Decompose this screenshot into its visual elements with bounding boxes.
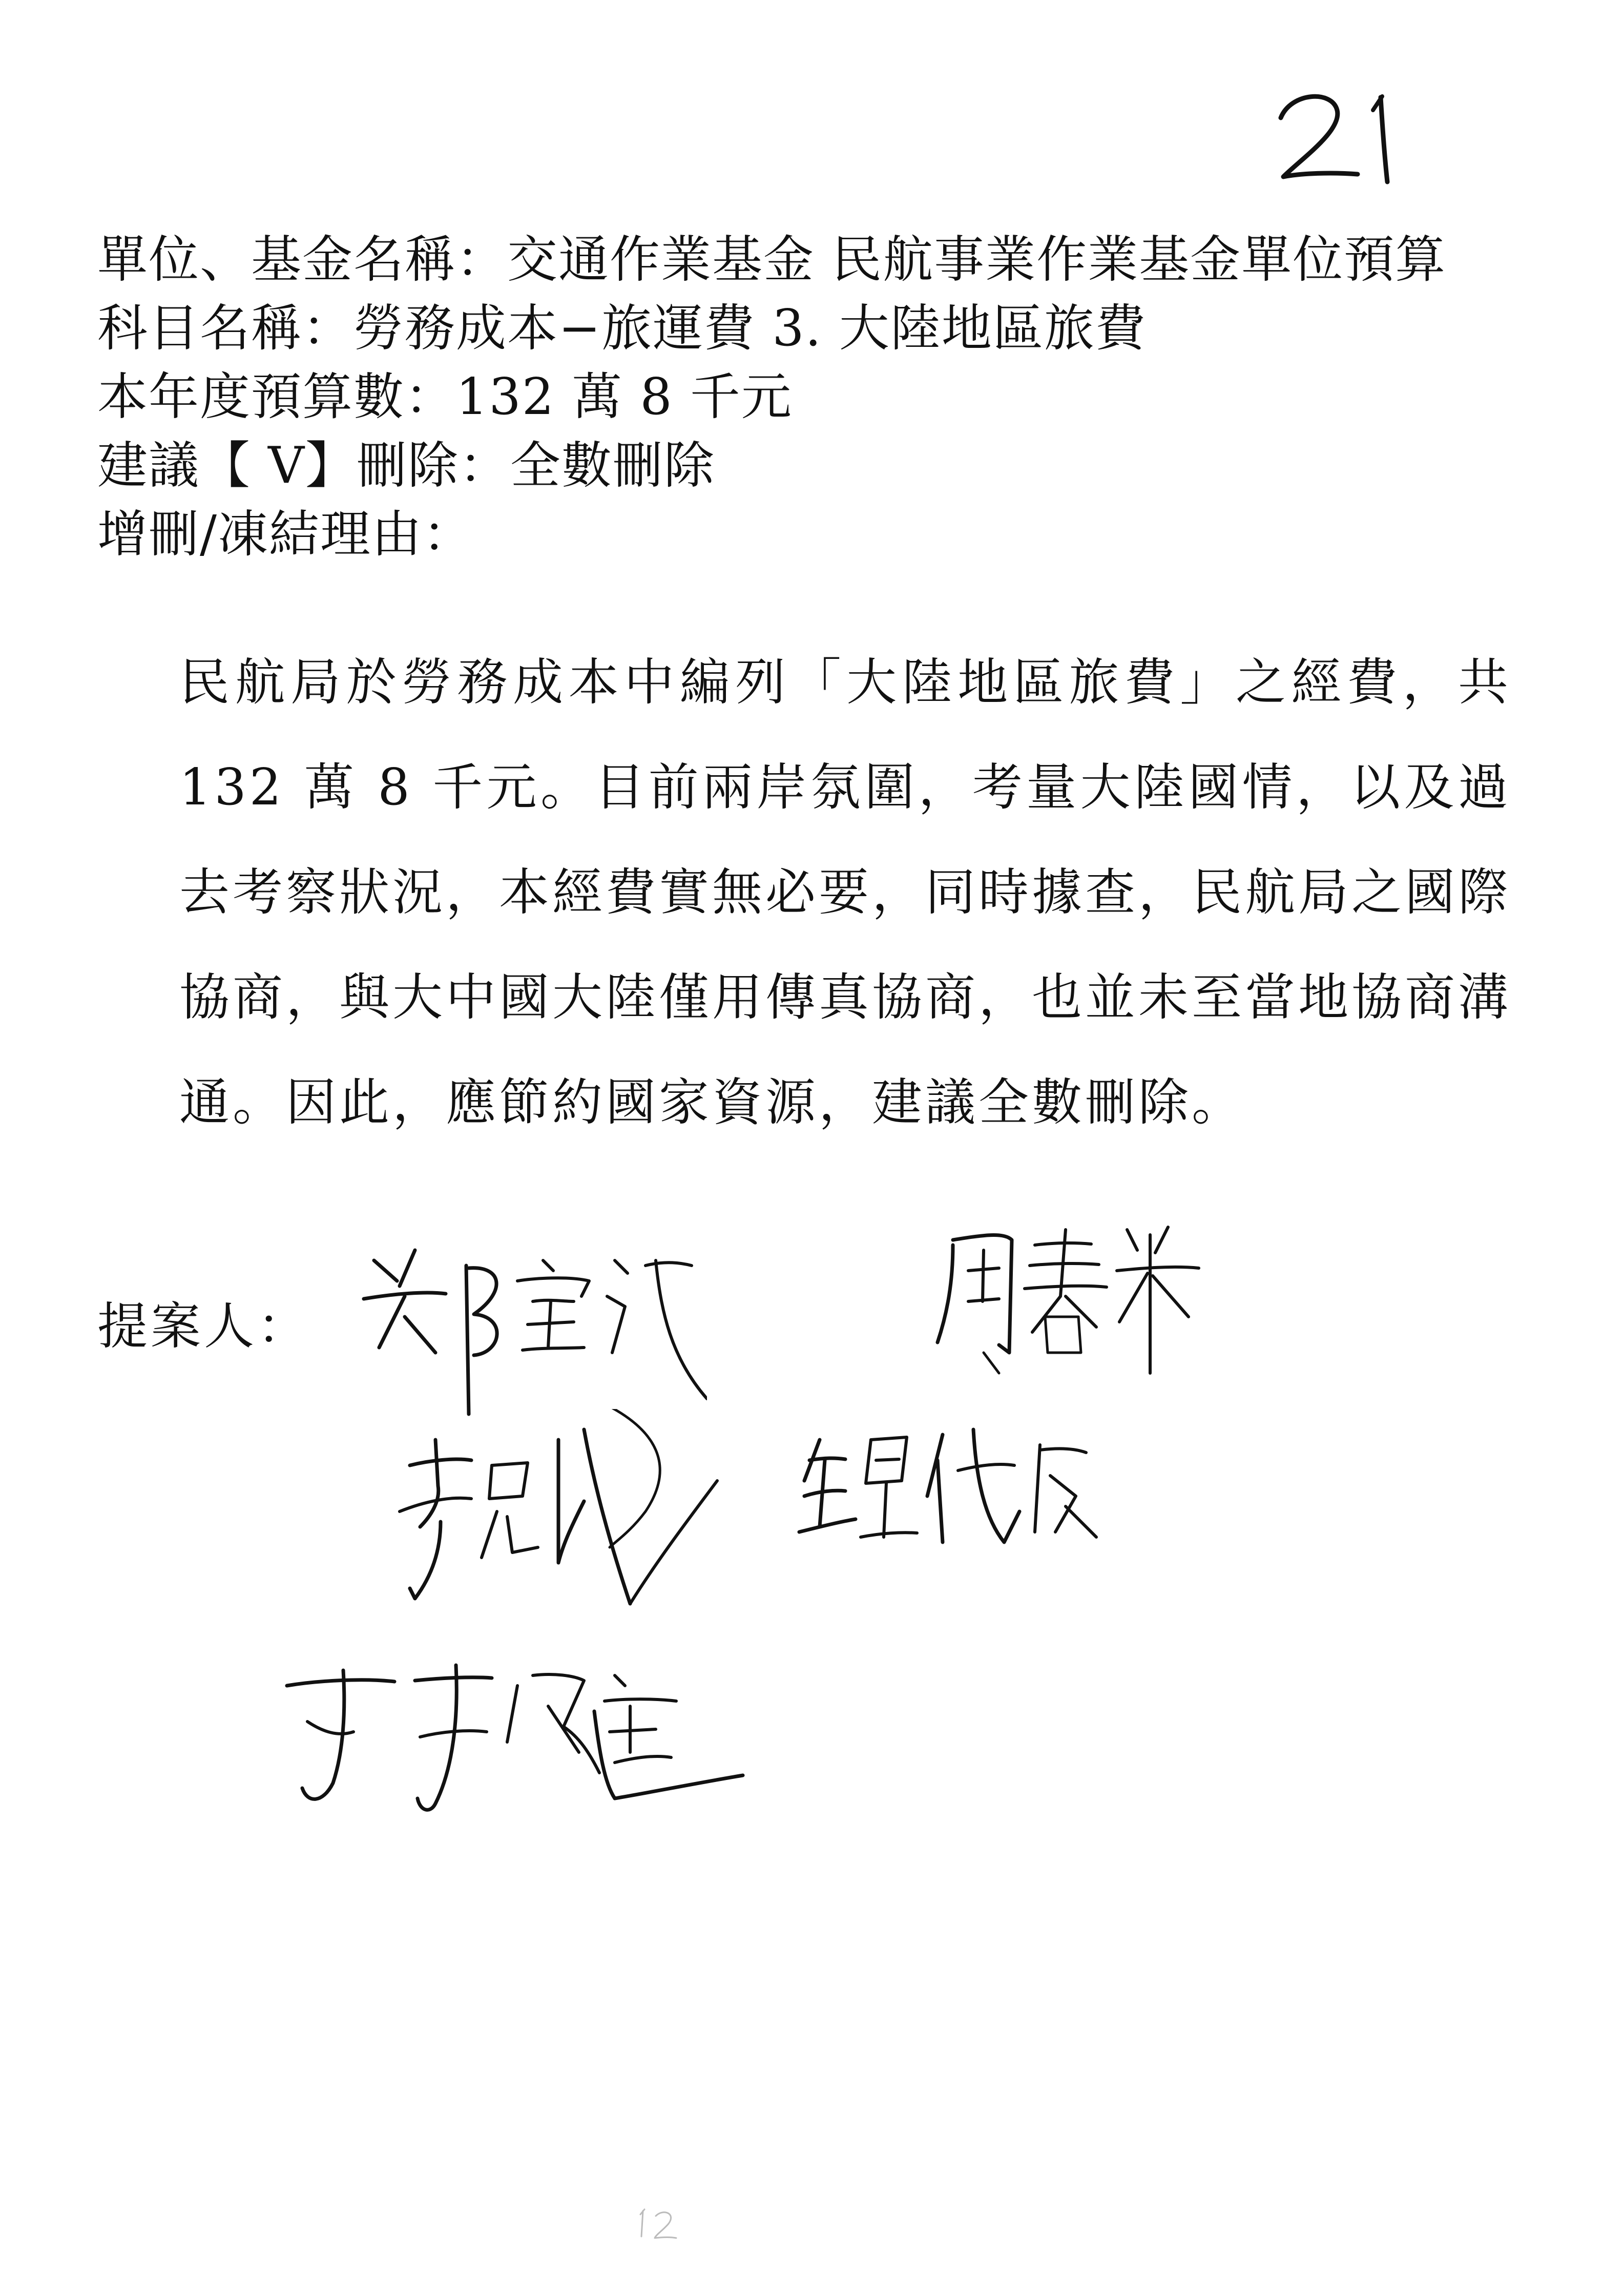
reason-label: 增刪/凍結理由： <box>97 505 474 564</box>
reason-paragraph: 民航局於勞務成本中編列「大陸地區旅費」之經費，共 132 萬 8 千元。目前兩岸氛圍，考量大陸國情，以及過去考察狀況，本經費實無必要，同時據查，民航局之國際協商，與大中國大陸僅用傳真協商，也並未至當地協商溝通。因此，應節約國家資源，建議全數刪除。 <box>179 653 1512 1132</box>
budget-amount-line: 本年度預算數：132 萬 8 千元 <box>97 368 793 426</box>
proposer-label: 提案人： <box>97 1297 311 1356</box>
proposal-line: 建議【 V】刪除：全數刪除 <box>97 437 715 495</box>
header-fields <box>97 225 1532 569</box>
subject-name-line: 科目名稱：勞務成本−旅運費 3. 大陸地區旅費 <box>97 299 1147 358</box>
unit-fund-name-line: 單位、基金名稱：交通作業基金 民航事業作業基金單位預算 <box>97 231 1447 289</box>
signature-2 <box>922 1199 1209 1383</box>
signature-4 <box>789 1414 1107 1558</box>
faint-footer-mark <box>635 2203 681 2244</box>
handwritten-page-number <box>1271 82 1424 190</box>
signature-5 <box>277 1650 748 1824</box>
signature-3 <box>389 1409 727 1624</box>
